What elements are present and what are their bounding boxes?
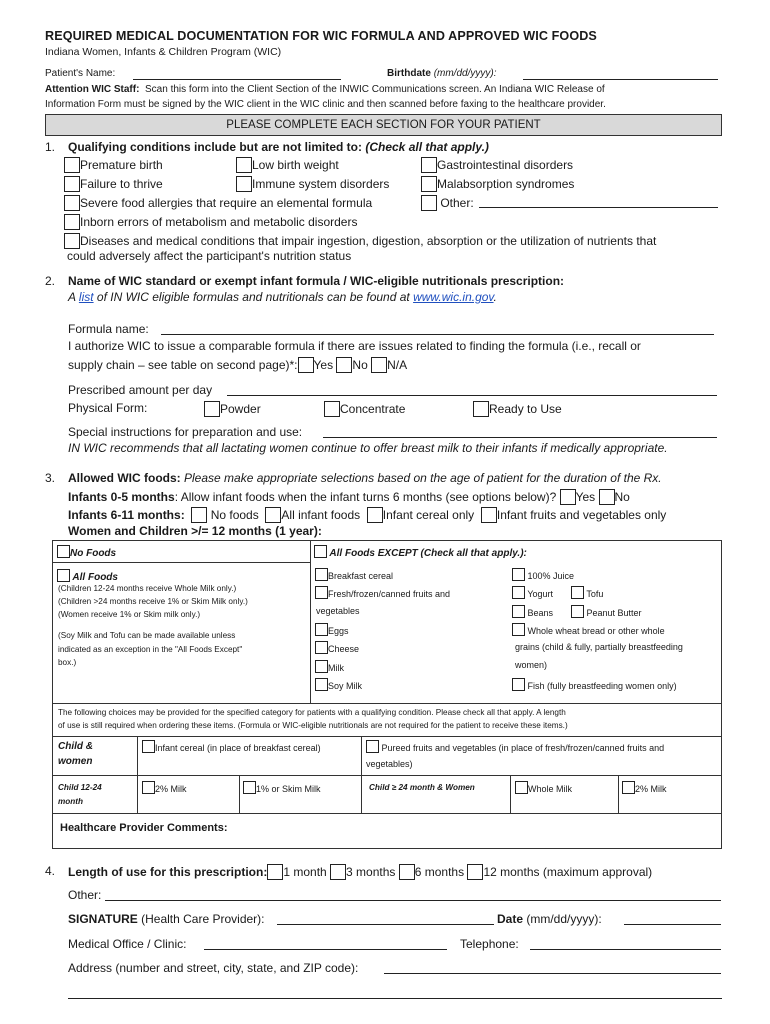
authorize-no-checkbox[interactable] (336, 357, 352, 373)
wic-website-link[interactable]: www.wic.in.gov (413, 290, 494, 304)
inborn-option[interactable]: Inborn errors of metabolism and metabolic disorders (64, 214, 357, 230)
peanut-butter-option[interactable]: Peanut Butter (571, 605, 642, 618)
infants-0-5-no-checkbox[interactable] (599, 489, 615, 505)
section2-number: 2. (45, 274, 56, 288)
whole-wheat-option[interactable]: Whole wheat bread or other whole (512, 623, 665, 636)
address-field-line-2[interactable] (68, 998, 722, 999)
fresh-fv-option[interactable]: Fresh/frozen/canned fruits and (315, 586, 450, 599)
length-1-month-checkbox[interactable] (267, 864, 283, 880)
diseases-line-2: could adversely affect the participant's nutrition status (67, 249, 352, 263)
formula-list-note: A list of IN WIC eligible formulas and nutritionals can be found at www.wic.in.gov. (68, 290, 497, 304)
section3-heading: Allowed WIC foods: Please make appropriate selections based on the age of patient for the duration of the Rx. (68, 471, 662, 485)
foods-table-divider (137, 736, 138, 813)
no-foods-option[interactable]: No Foods (57, 545, 116, 559)
fish-checkbox[interactable] (512, 678, 525, 691)
foods-table-rule (52, 775, 722, 776)
infants-no-foods-checkbox[interactable] (191, 507, 207, 523)
breakfast-cereal-checkbox[interactable] (315, 568, 328, 581)
beans-option[interactable]: Beans (512, 605, 553, 618)
address-field[interactable] (384, 973, 721, 974)
tofu-option[interactable]: Tofu (571, 586, 603, 599)
birthdate-field[interactable] (523, 79, 718, 80)
provider-comments-field[interactable] (52, 813, 722, 849)
length-other-field[interactable] (105, 900, 721, 901)
foods-table-rule (52, 736, 722, 737)
ready-to-use-option[interactable]: Ready to Use (473, 401, 562, 417)
date-label: Date (mm/dd/yyyy): (497, 912, 602, 926)
authorize-line-1: I authorize WIC to issue a comparable formula if there are issues related to finding the formula (i.e., recall or (68, 339, 641, 353)
soy-note-3: box.) (58, 658, 77, 667)
milk-note-3: (Women receive 1% or Skim milk only.) (58, 610, 201, 619)
failure-thrive-option[interactable]: Failure to thrive (64, 176, 163, 192)
patient-name-field[interactable] (133, 79, 341, 80)
fresh-fv-checkbox[interactable] (315, 586, 328, 599)
infants-6-11-row: Infants 6-11 months: No foods All infant foods Infant cereal only Infant fruits and vegetables only (68, 508, 667, 522)
malabsorption-checkbox[interactable] (421, 176, 437, 192)
choices-note-1: The following choices may be provided for the specified category for patients with a qualifying condition. Please check all that apply. A length (58, 708, 566, 717)
no-foods-checkbox[interactable] (57, 545, 70, 558)
child-12-24-label-1: Child 12-24 (58, 783, 102, 792)
authorize-na-checkbox[interactable] (371, 357, 387, 373)
pureed-fv-checkbox[interactable] (366, 740, 379, 753)
all-infant-foods-checkbox[interactable] (265, 507, 281, 523)
breakfast-cereal-option[interactable]: Breakfast cereal (315, 568, 393, 581)
milk-checkbox[interactable] (315, 660, 328, 673)
special-instructions-field[interactable] (323, 437, 717, 438)
prescribed-amount-field[interactable] (227, 395, 717, 396)
inborn-checkbox[interactable] (64, 214, 80, 230)
formula-list-link[interactable]: list (78, 290, 94, 304)
other-condition-option[interactable]: Other: (421, 195, 474, 211)
infants-0-5-yes-checkbox[interactable] (560, 489, 576, 505)
formula-name-field[interactable] (161, 334, 714, 335)
foods-table-rule (52, 562, 310, 563)
one-pct-milk-checkbox[interactable] (243, 781, 256, 794)
signature-field[interactable] (277, 924, 494, 925)
formula-name-label: Formula name: (68, 322, 149, 336)
diseases-option[interactable]: Diseases and medical conditions that impair ingestion, digestion, absorption or the utilization of nutrients that (64, 233, 656, 249)
eggs-checkbox[interactable] (315, 623, 328, 636)
gi-disorders-checkbox[interactable] (421, 157, 437, 173)
premature-option[interactable]: Premature birth (64, 157, 163, 173)
form-title: REQUIRED MEDICAL DOCUMENTATION FOR WIC FORMULA AND APPROVED WIC FOODS (45, 29, 597, 43)
special-instructions-label: Special instructions for preparation and use: (68, 425, 303, 439)
breastmilk-recommendation: IN WIC recommends that all lactating women continue to offer breast milk to their infants if medically appropriate. (68, 441, 668, 455)
allergies-checkbox[interactable] (64, 195, 80, 211)
patient-name-label: Patient's Name: (45, 68, 116, 79)
attention-line-2: Information Form must be signed by the WIC client in the WIC clinic and then scanned before faxing to the healthcare provider. (45, 99, 606, 110)
foods-table (52, 540, 722, 814)
section2-heading: Name of WIC standard or exempt infant formula / WIC-eligible nutritionals prescription: (68, 274, 565, 288)
low-birth-weight-option[interactable]: Low birth weight (236, 157, 339, 173)
choices-note-2: of use is still required when ordering these items. (Formula or WIC-eligible nutritionals are not required for the patient to receive these items.) (58, 721, 568, 730)
child-women-label-1: Child & (58, 741, 93, 752)
whole-wheat-line-2: grains (child & fully, partially breastfeeding (515, 642, 683, 652)
malabsorption-option[interactable]: Malabsorption syndromes (421, 176, 574, 192)
infant-cereal-place-checkbox[interactable] (142, 740, 155, 753)
infant-cereal-only-checkbox[interactable] (367, 507, 383, 523)
infant-cereal-place-option[interactable]: Infant cereal (in place of breakfast cereal) (142, 740, 321, 753)
yogurt-option[interactable]: Yogurt (512, 586, 553, 599)
infants-0-5-row: Infants 0-5 months: Allow infant foods when the infant turns 6 months (see options below)? Yes No (68, 490, 630, 504)
eggs-option[interactable]: Eggs (315, 623, 349, 636)
soy-note-1: (Soy Milk and Tofu can be made available unless (58, 631, 236, 640)
two-pct-milk-b-option[interactable]: 2% Milk (622, 781, 667, 794)
address-label: Address (number and street, city, state, and ZIP code): (68, 961, 359, 975)
yogurt-checkbox[interactable] (512, 586, 525, 599)
juice-checkbox[interactable] (512, 568, 525, 581)
section1-heading: Qualifying conditions include but are not limited to: (Check all that apply.) (68, 140, 489, 154)
tofu-checkbox[interactable] (571, 586, 584, 599)
length-other-label: Other: (68, 888, 102, 902)
one-pct-milk-option[interactable]: 1% or Skim Milk (243, 781, 321, 794)
cheese-option[interactable]: Cheese (315, 641, 359, 654)
form-subtitle: Indiana Women, Infants & Children Program (WIC) (45, 46, 282, 58)
physical-form-label: Physical Form: (68, 401, 148, 415)
pureed-fv-line-2: vegetables) (366, 759, 413, 769)
fresh-fv-line-2: vegetables (316, 606, 360, 616)
signature-label: SIGNATURE (Health Care Provider): (68, 912, 265, 926)
soy-milk-checkbox[interactable] (315, 678, 328, 691)
women-children-label: Women and Children >/= 12 months (1 year): (68, 524, 322, 538)
office-field[interactable] (204, 949, 447, 950)
all-foods-checkbox[interactable] (57, 569, 70, 582)
section3-number: 3. (45, 471, 56, 485)
infant-fv-only-checkbox[interactable] (481, 507, 497, 523)
attention-line-1: Attention WIC Staff: Scan this form into the Client Section of the INWIC Communications screen. An Indiana WIC Release of (45, 84, 605, 95)
low-birth-weight-checkbox[interactable] (236, 157, 252, 173)
instruction-banner: PLEASE COMPLETE EACH SECTION FOR YOUR PATIENT (45, 114, 722, 136)
birthdate-label: Birthdate (mm/dd/yyyy): (387, 68, 497, 79)
milk-note-2: (Children >24 months receive 1% or Skim Milk only.) (58, 597, 248, 606)
other-condition-checkbox[interactable] (421, 195, 437, 211)
ready-to-use-checkbox[interactable] (473, 401, 489, 417)
authorize-yes-checkbox[interactable] (298, 357, 314, 373)
telephone-label: Telephone: (460, 937, 519, 951)
soy-note-2: indicated as an exception in the "All Foods Except" (58, 645, 243, 654)
concentrate-checkbox[interactable] (324, 401, 340, 417)
section4-number: 4. (45, 864, 56, 878)
pureed-fv-option[interactable]: Pureed fruits and vegetables (in place of fresh/frozen/canned fruits and (366, 740, 664, 753)
premature-checkbox[interactable] (64, 157, 80, 173)
length-6-months-checkbox[interactable] (399, 864, 415, 880)
peanut-butter-checkbox[interactable] (571, 605, 584, 618)
milk-option[interactable]: Milk (315, 660, 344, 673)
prescribed-amount-label: Prescribed amount per day (68, 383, 213, 397)
cheese-checkbox[interactable] (315, 641, 328, 654)
diseases-checkbox[interactable] (64, 233, 80, 249)
whole-milk-option[interactable]: Whole Milk (515, 781, 572, 794)
foods-table-divider (618, 775, 619, 813)
beans-checkbox[interactable] (512, 605, 525, 618)
foods-table-divider (239, 775, 240, 813)
telephone-field[interactable] (530, 949, 721, 950)
milk-note-1: (Children 12-24 months receive Whole Milk only.) (58, 584, 237, 593)
section1-number: 1. (45, 140, 56, 154)
length-of-use-row: Length of use for this prescription: 1 month 3 months 6 months 12 months (maximum approval) (68, 865, 653, 879)
immune-checkbox[interactable] (236, 176, 252, 192)
foods-table-divider (510, 775, 511, 813)
provider-comments-label: Healthcare Provider Comments: (60, 822, 228, 834)
two-pct-milk-option[interactable]: 2% Milk (142, 781, 187, 794)
powder-checkbox[interactable] (204, 401, 220, 417)
all-foods-except-checkbox[interactable] (314, 545, 327, 558)
immune-option[interactable]: Immune system disorders (236, 176, 389, 192)
whole-wheat-line-3: women) (515, 660, 548, 670)
length-12-months-checkbox[interactable] (467, 864, 483, 880)
all-foods-except-option[interactable]: All Foods EXCEPT (Check all that apply.): (314, 545, 527, 559)
juice-option[interactable]: 100% Juice (512, 568, 574, 581)
allergies-option[interactable]: Severe food allergies that require an elemental formula (64, 195, 372, 211)
all-foods-option[interactable]: All Foods (57, 569, 118, 583)
other-condition-field[interactable] (479, 207, 718, 208)
child-12-24-label-2: month (58, 797, 84, 806)
gi-disorders-option[interactable]: Gastrointestinal disorders (421, 157, 573, 173)
whole-wheat-checkbox[interactable] (512, 623, 525, 636)
fish-option[interactable]: Fish (fully breastfeeding women only) (512, 678, 677, 691)
whole-milk-checkbox[interactable] (515, 781, 528, 794)
length-3-months-checkbox[interactable] (330, 864, 346, 880)
foods-table-divider (310, 540, 311, 703)
failure-thrive-checkbox[interactable] (64, 176, 80, 192)
child-women-label-2: women (58, 756, 93, 767)
powder-option[interactable]: Powder (204, 401, 261, 417)
foods-table-divider (361, 736, 362, 813)
date-field[interactable] (624, 924, 721, 925)
child-24-label: Child ≥ 24 month & Women (369, 783, 475, 792)
authorize-line-2: supply chain – see table on second page)*: Yes No N/A (68, 358, 408, 372)
soy-milk-option[interactable]: Soy Milk (315, 678, 362, 691)
two-pct-milk-checkbox[interactable] (142, 781, 155, 794)
foods-table-rule (52, 703, 722, 704)
office-label: Medical Office / Clinic: (68, 937, 187, 951)
two-pct-milk-b-checkbox[interactable] (622, 781, 635, 794)
concentrate-option[interactable]: Concentrate (324, 401, 405, 417)
